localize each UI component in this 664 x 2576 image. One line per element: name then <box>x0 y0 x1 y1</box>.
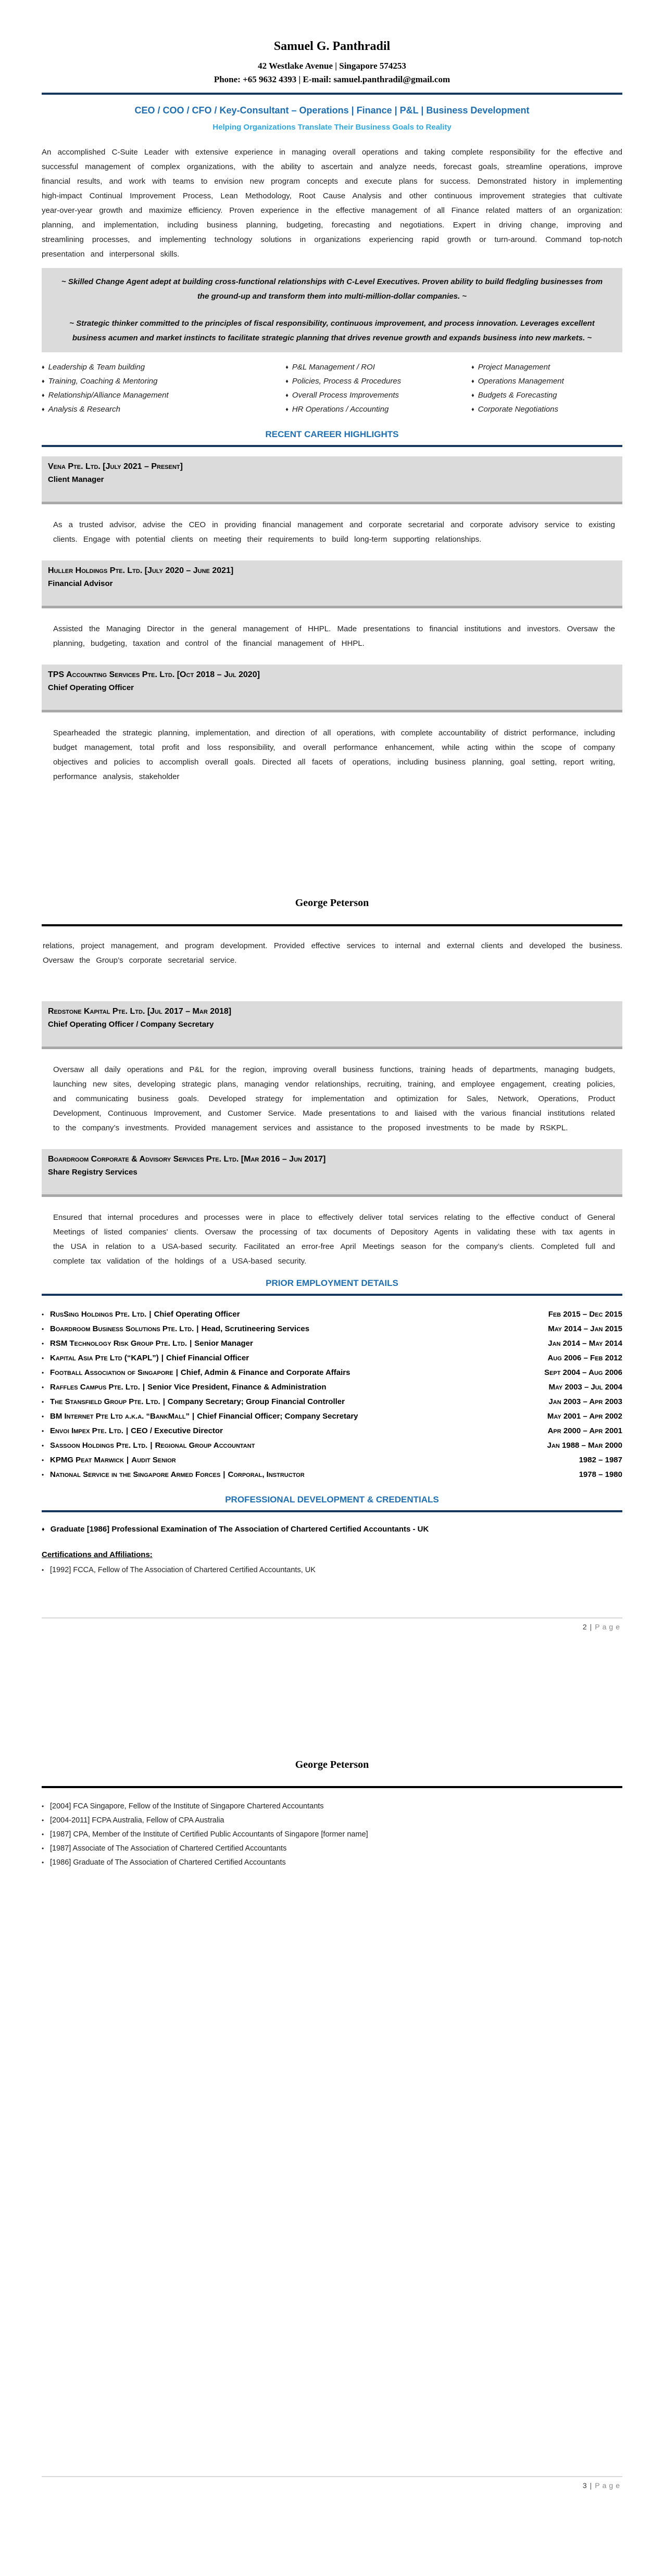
section-divider <box>42 445 622 447</box>
job-company: Huller Holdings Pte. Ltd. [July 2020 – June 2021] <box>48 566 234 575</box>
employment-row <box>42 1468 622 1482</box>
page-2 <box>0 859 664 1717</box>
employment-dates: Jan 2003 – Apr 2003 <box>548 1397 622 1406</box>
diamond-bullet-icon: ♦ <box>285 392 289 399</box>
employment-row <box>42 1307 622 1322</box>
dot-bullet-icon: • <box>42 1859 44 1866</box>
employment-row <box>42 1336 622 1351</box>
dot-bullet-icon: • <box>42 1369 44 1376</box>
dot-bullet-icon: • <box>42 1355 44 1362</box>
employment-dates: Apr 2000 – Apr 2001 <box>547 1426 622 1435</box>
pipe-separator: | <box>127 1456 129 1464</box>
employment-role: Senior Manager <box>194 1339 253 1348</box>
page-header-name: George Peterson <box>295 1759 369 1770</box>
employment-role: CEO / Executive Director <box>131 1426 223 1435</box>
employment-company: RusSing Holdings Pte. Ltd. <box>50 1310 147 1319</box>
skills-column-2 <box>285 361 471 417</box>
employment-company: Football Association of Singapore <box>50 1368 173 1377</box>
page-number: 2 <box>582 1623 587 1631</box>
pipe-separator: | <box>590 1623 592 1631</box>
pipe-separator: | <box>196 1324 199 1333</box>
job-description: As a trusted advisor, advise the CEO in providing financial management and corporate secretarial and corporate advisory service to existing clients. Engage with potential clients on meeting their requirements to build long-term supporting relationships. <box>53 520 615 544</box>
employment-row <box>42 1351 622 1366</box>
employment-role: Regional Group Accountant <box>155 1441 255 1450</box>
credential-item: • [1987] Associate of The Association of Chartered Certified Accountants <box>42 1842 622 1856</box>
diamond-bullet-icon: ♦ <box>471 406 474 413</box>
tagline: Helping Organizations Translate Their Business Goals to Reality <box>212 123 452 132</box>
pipe-separator: | <box>162 1397 165 1406</box>
pipe-separator: | <box>190 1339 192 1348</box>
page-3 <box>0 1717 664 2576</box>
job-description: Spearheaded the strategic planning, implementation, and direction of all operations, with complete accountability of district performance, including budget management, total profit and loss responsibility, and overall performance enhancement, while acting within the scope of company objectives and policies to accomplish overall goals. Directed all facets of operations, including business planning, goal setting, report writing, performance analysis, stakeholder <box>53 729 615 781</box>
employment-dates: 1982 – 1987 <box>579 1456 622 1464</box>
pipe-separator: | <box>149 1310 152 1319</box>
employment-row <box>42 1409 622 1424</box>
skill-item: ♦ Training, Coaching & Mentoring <box>42 377 158 386</box>
dot-bullet-icon: • <box>42 1311 44 1318</box>
dot-bullet-icon: • <box>42 1817 44 1824</box>
job-company: Redstone Kapital Pte. Ltd. [Jul 2017 – Mar 2018] <box>48 1007 232 1016</box>
dot-bullet-icon: • <box>42 1325 44 1333</box>
skill-item: ♦ P&L Management / ROI <box>285 363 375 372</box>
employment-dates: Feb 2015 – Dec 2015 <box>548 1310 622 1319</box>
job-entry-bar <box>42 1001 622 1049</box>
pipe-separator: | <box>192 1412 195 1421</box>
dot-bullet-icon: • <box>42 1427 44 1435</box>
dot-bullet-icon: • <box>42 1471 44 1478</box>
job-entry-bar <box>42 560 622 608</box>
pipe-separator: | <box>176 1368 178 1377</box>
employment-company: National Service in the Singapore Armed Forces <box>50 1470 221 1479</box>
credential-item: • [2004] FCA Singapore, Fellow of the Institute of Singapore Chartered Accountants <box>42 1800 622 1814</box>
quote-1: ~ Skilled Change Agent adept at building cross-functional relationships with C-Level Executives. Proven ability to build fledgling businesses from the ground-up and transform them into multi-million-dollar companies. ~ <box>61 277 603 301</box>
page-label: Page <box>595 1623 622 1631</box>
page-footer <box>42 1617 622 1631</box>
pipe-separator: | <box>161 1354 164 1362</box>
job-role: Client Manager <box>48 475 104 484</box>
page-header-rule <box>42 924 622 926</box>
page-footer <box>42 2476 622 2490</box>
diamond-bullet-icon: ♦ <box>285 378 289 385</box>
summary-paragraph: An accomplished C-Suite Leader with extensive experience in managing overall operations and taking complete responsibility for the effective and successful management of complex organizations, with the ability to ascertain and analyze needs, forecast goals, streamline operations, improve financial results, and work with teams to envision new program concepts and execute plans for success. Demonstrated history in implementing high-impact Continual Improvement Process, Lean Methodology, Root Cause Analysis and other continuous improvement strategies that cultivate year-over-year growth and maximize efficiency. Proven experience in the effective management of all Finance related matters of an organization: planning, and implementation, including business planning, budgeting, forecasting and negotiations. Expert in driving change, improving and streamlining processes, and implementing technology solutions in organizations experiencing rapid growth or turn-around. Command top-notch presentation and interpersonal skills. <box>42 148 622 259</box>
employment-dates: Sept 2004 – Aug 2006 <box>544 1368 622 1377</box>
headline: CEO / COO / CFO / Key-Consultant – Operations | Finance | P&L | Business Development <box>134 105 530 116</box>
quote-2: ~ Strategic thinker committed to the principles of fiscal responsibility, continuous improvement, and process innovation. Leverages excellent business acumen and market instincts to facilitate strategic planning that drives revenue growth and expands business into new markets. ~ <box>69 319 595 342</box>
employment-company: Envoi Impex Pte. Ltd. <box>50 1426 123 1435</box>
section-heading-professional-development: PROFESSIONAL DEVELOPMENT & CREDENTIALS <box>225 1495 439 1504</box>
section-heading-recent-career-highlights: RECENT CAREER HIGHLIGHTS <box>265 429 399 439</box>
page-number: 3 <box>582 2481 587 2490</box>
credential-graduate-line: ♦ Graduate [1986] Professional Examination of The Association of Chartered Certified Accountants - UK <box>42 1525 429 1534</box>
candidate-name: Samuel G. Panthradil <box>273 40 391 53</box>
job-description: Assisted the Managing Director in the general management of HHPL. Made presentations to financial institutions and investors. Oversaw the planning, budgeting, taxation and control of the financial management of HHPL. <box>53 624 615 648</box>
employment-dates: May 2014 – Jan 2015 <box>548 1324 622 1333</box>
dot-bullet-icon: • <box>42 1845 44 1852</box>
diamond-bullet-icon: ♦ <box>471 392 474 399</box>
skill-item: ♦ Relationship/Alliance Management <box>42 391 169 400</box>
job-role: Chief Operating Officer <box>48 683 134 692</box>
job-company: TPS Accounting Services Pte. Ltd. [Oct 2018 – Jul 2020] <box>48 670 260 679</box>
skill-item: ♦ Analysis & Research <box>42 405 121 414</box>
diamond-bullet-icon: ♦ <box>42 392 45 399</box>
diamond-bullet-icon: ♦ <box>471 378 474 385</box>
skill-item: ♦ HR Operations / Accounting <box>285 405 389 414</box>
employment-dates: Jan 1988 – Mar 2000 <box>547 1441 622 1450</box>
footer-rule <box>42 1617 622 1618</box>
employment-dates: Aug 2006 – Feb 2012 <box>547 1354 622 1362</box>
section-divider <box>42 1294 622 1296</box>
page-label: Page <box>595 2481 622 2490</box>
job-role: Share Registry Services <box>48 1168 137 1177</box>
pipe-separator: | <box>223 1470 225 1479</box>
job-company: Boardroom Corporate & Advisory Services Pte. Ltd. [Mar 2016 – Jun 2017] <box>48 1155 326 1164</box>
skill-item: ♦ Leadership & Team building <box>42 363 145 372</box>
employment-dates: Jan 2014 – May 2014 <box>548 1339 622 1348</box>
employment-role: Chief, Admin & Finance and Corporate Affairs <box>180 1368 350 1377</box>
employment-role: Chief Financial Officer <box>166 1354 249 1362</box>
quote-block <box>42 268 622 352</box>
dot-bullet-icon: • <box>42 1831 44 1838</box>
dot-bullet-icon: • <box>42 1398 44 1406</box>
dot-bullet-icon: • <box>42 1340 44 1347</box>
diamond-bullet-icon: ♦ <box>285 364 289 371</box>
diamond-bullet-icon: ♦ <box>42 1526 45 1533</box>
employment-company: The Stansfield Group Pte. Ltd. <box>50 1397 160 1406</box>
credential-item: • [2004-2011] FCPA Australia, Fellow of CPA Australia <box>42 1814 622 1828</box>
skill-item: ♦ Overall Process Improvements <box>285 391 399 400</box>
diamond-bullet-icon: ♦ <box>42 406 45 413</box>
dot-bullet-icon: • <box>42 1384 44 1391</box>
pipe-separator: | <box>126 1426 129 1435</box>
address-line: 42 Westlake Avenue | Singapore 574253 <box>258 61 406 71</box>
job-entry-bar <box>42 1149 622 1197</box>
skills-column-1 <box>42 361 285 417</box>
job-description: Ensured that internal procedures and processes were in place to effectively deliver total services relating to the effective conduct of General Meetings of listed companies' clients. Oversaw the processing of tax documents of Depository Agents in validating these with tax agents in the USA in relation to a USA-based security. Facilitated an error-free April Meetings season for the company’s clients. Completed full and complete tax validation of the holdings of a USA-based security. <box>53 1213 615 1266</box>
pipe-separator: | <box>142 1383 145 1392</box>
employment-company: Boardroom Business Solutions Pte. Ltd. <box>50 1324 194 1333</box>
employment-role: Company Secretary; Group Financial Controller <box>167 1397 345 1406</box>
skill-item: ♦ Corporate Negotiations <box>471 405 558 414</box>
dot-bullet-icon: • <box>42 1442 44 1449</box>
diamond-bullet-icon: ♦ <box>42 378 45 385</box>
employment-company: RSM Technology Risk Group Pte. Ltd. <box>50 1339 187 1348</box>
job-company: Vena Pte. Ltd. [July 2021 – Present] <box>48 462 183 471</box>
footer-rule <box>42 2476 622 2477</box>
job-role: Financial Advisor <box>48 579 113 588</box>
skill-item: ♦ Project Management <box>471 363 550 372</box>
employment-row <box>42 1366 622 1380</box>
employment-role: Senior Vice President, Finance & Administration <box>147 1383 327 1392</box>
employment-row <box>42 1453 622 1468</box>
skill-item: ♦ Budgets & Forecasting <box>471 391 557 400</box>
pipe-separator: | <box>590 2481 592 2490</box>
employment-role: Chief Financial Officer; Company Secretary <box>197 1412 358 1421</box>
employment-company: KPMG Peat Marwick <box>50 1456 124 1464</box>
job-role: Chief Operating Officer / Company Secretary <box>48 1020 214 1029</box>
section-heading-prior-employment: PRIOR EMPLOYMENT DETAILS <box>266 1278 398 1288</box>
prior-employment-list <box>42 1307 622 1482</box>
page-header-name: George Peterson <box>295 897 369 909</box>
employment-company: Kapital Asia Pte Ltd (“KAPL”) <box>50 1354 159 1362</box>
dot-bullet-icon: • <box>42 1457 44 1464</box>
skill-item: ♦ Policies, Process & Procedures <box>285 377 402 386</box>
pipe-separator: | <box>150 1441 153 1450</box>
employment-role: Chief Operating Officer <box>154 1310 240 1319</box>
dot-bullet-icon: • <box>42 1803 44 1810</box>
page-header-rule <box>42 1786 622 1788</box>
diamond-bullet-icon: ♦ <box>285 406 289 413</box>
credential-item: • [1986] Graduate of The Association of Chartered Certified Accountants <box>42 1856 622 1870</box>
employment-company: BM Internet Pte Ltd a.k.a. “BankMall” <box>50 1412 190 1421</box>
employment-dates: 1978 – 1980 <box>579 1470 622 1479</box>
employment-company: Raffles Campus Pte. Ltd. <box>50 1383 140 1392</box>
diamond-bullet-icon: ♦ <box>42 364 45 371</box>
employment-row <box>42 1438 622 1453</box>
dot-bullet-icon: • <box>42 1566 44 1574</box>
skills-list <box>42 361 622 417</box>
credentials-list <box>42 1800 622 1870</box>
job-entry-bar <box>42 456 622 504</box>
employment-role: Head, Scrutineering Services <box>201 1324 310 1333</box>
employment-row <box>42 1322 622 1336</box>
dot-bullet-icon: • <box>42 1413 44 1420</box>
section-divider <box>42 1510 622 1512</box>
affiliations-heading: Certifications and Affiliations: <box>42 1550 153 1559</box>
skills-column-3 <box>471 361 622 417</box>
continuation-paragraph: relations, project management, and program development. Provided effective services to internal and external clients and developed the business. Oversaw the Group’s corporate secretarial service. <box>43 941 622 965</box>
header-divider <box>42 93 622 95</box>
employment-role: Corporal, Instructor <box>228 1470 305 1479</box>
credential-item: • [1992] FCCA, Fellow of The Association of Chartered Certified Accountants, UK <box>42 1563 622 1577</box>
skill-item: ♦ Operations Management <box>471 377 564 386</box>
credential-item: • [1987] CPA, Member of the Institute of Certified Public Accountants of Singapore [former name] <box>42 1828 622 1842</box>
diamond-bullet-icon: ♦ <box>471 364 474 371</box>
job-entry-bar <box>42 665 622 712</box>
job-description: Oversaw all daily operations and P&L for the region, improving overall business functions, training heads of departments, managing budgets, launching new sites, developing strategic plans, managing vendor relationships, recruiting, training, and employee engagement, creating policies, and communicating business goals. Developed strategy for implementation and optimization for Sales, Network, Operations, Product Development, Continuous Improvement, and Customer Service. Made presentations to and liaised with the various financial institutions related to the company’s investments. Provided management services and assistance to the proposed investments to be made by RSKPL. <box>53 1065 615 1132</box>
contact-line: Phone: +65 9632 4393 | E-mail: samuel.panthradil@gmail.com <box>214 74 450 84</box>
employment-dates: May 2003 – Jul 2004 <box>548 1383 622 1392</box>
employment-row <box>42 1380 622 1395</box>
employment-role: Audit Senior <box>131 1456 176 1464</box>
page-1 <box>0 0 664 859</box>
employment-dates: May 2001 – Apr 2002 <box>547 1412 622 1421</box>
employment-company: Sassoon Holdings Pte. Ltd. <box>50 1441 148 1450</box>
employment-row <box>42 1424 622 1438</box>
employment-row <box>42 1395 622 1409</box>
